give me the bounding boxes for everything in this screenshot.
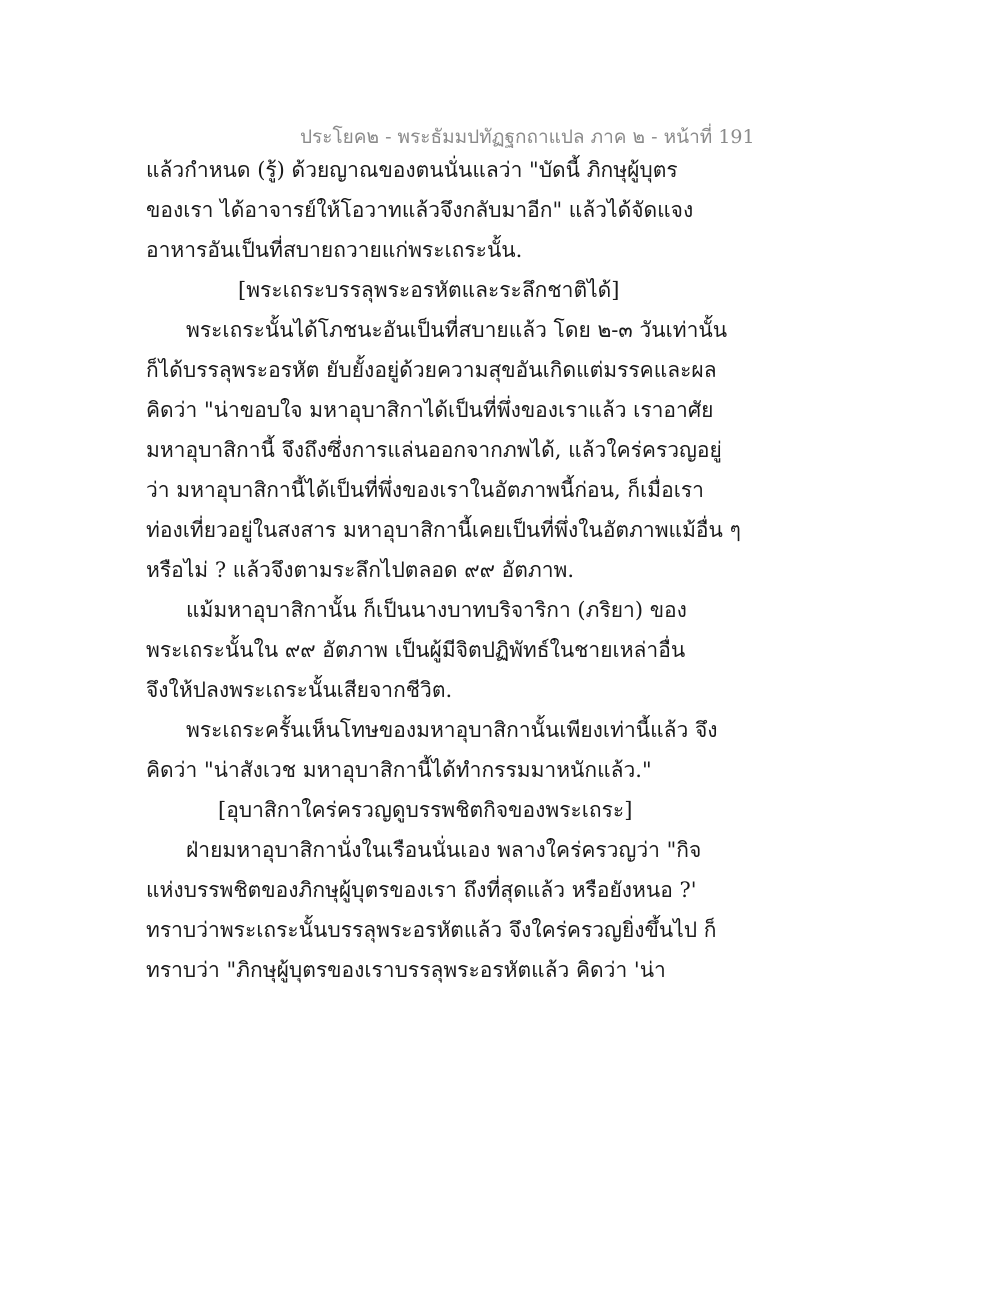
document-body bbox=[146, 150, 741, 990]
text-line: ของเรา ได้อาจารย์ให้โอวาทแล้วจึงกลับมาอีก" แล้วได้จัดแจง bbox=[146, 198, 694, 222]
text-line: ทราบว่า "ภิกษุผู้บุตรของเราบรรลุพระอรหัตแล้ว คิดว่า 'น่า bbox=[146, 958, 666, 982]
text-line: คิดว่า "น่าขอบใจ มหาอุบาสิกาได้เป็นที่พึ่งของเราแล้ว เราอาศัย bbox=[146, 398, 714, 422]
paragraph-start: พระเถระนั้นได้โภชนะอันเป็นที่สบายแล้ว โดย ๒-๓ วันเท่านั้น bbox=[186, 318, 728, 342]
text-line: แล้วกำหนด (รู้) ด้วยญาณของตนนั่นแลว่า "บัดนี้ ภิกษุผู้บุตร bbox=[146, 158, 678, 182]
paragraph-start: พระเถระครั้นเห็นโทษของมหาอุบาสิกานั้นเพียงเท่านี้แล้ว จึง bbox=[186, 718, 718, 742]
paragraph-start: ฝ่ายมหาอุบาสิกานั่งในเรือนนั่นเอง พลางใคร่ครวญว่า "กิจ bbox=[186, 838, 702, 862]
text-line: พระเถระนั้นใน ๙๙ อัตภาพ เป็นผู้มีจิตปฏิพัทธ์ในชายเหล่าอื่น bbox=[146, 638, 686, 662]
text-line: คิดว่า "น่าสังเวช มหาอุบาสิกานี้ได้ทำกรรมมาหนักแล้ว." bbox=[146, 758, 652, 782]
section-heading: [พระเถระบรรลุพระอรหัตและระลึกชาติได้] bbox=[238, 278, 620, 302]
text-line: จึงให้ปลงพระเถระนั้นเสียจากชีวิต. bbox=[146, 678, 453, 702]
page-header: ประโยค๒ - พระธัมมปทัฏฐกถาแปล ภาค ๒ - หน้าที่ 191 bbox=[300, 126, 755, 148]
text-line: อาหารอันเป็นที่สบายถวายแก่พระเถระนั้น. bbox=[146, 238, 523, 262]
text-line: หรือไม่ ? แล้วจึงตามระลึกไปตลอด ๙๙ อัตภาพ. bbox=[146, 558, 575, 582]
text-line: ทราบว่าพระเถระนั้นบรรลุพระอรหัตแล้ว จึงใคร่ครวญยิ่งขึ้นไป ก็ bbox=[146, 918, 717, 942]
text-line: แห่งบรรพชิตของภิกษุผู้บุตรของเรา ถึงที่สุดแล้ว หรือยังหนอ ?' bbox=[146, 878, 697, 902]
paragraph-start: แม้มหาอุบาสิกานั้น ก็เป็นนางบาทบริจาริกา (ภริยา) ของ bbox=[186, 598, 687, 622]
text-line: ว่า มหาอุบาสิกานี้ได้เป็นที่พึ่งของเราในอัตภาพนี้ก่อน, ก็เมื่อเรา bbox=[146, 478, 704, 502]
section-heading: [อุบาสิกาใคร่ครวญดูบรรพชิตกิจของพระเถระ] bbox=[218, 798, 633, 822]
text-line: มหาอุบาสิกานี้ จึงถึงซึ่งการแล่นออกจากภพได้, แล้วใคร่ครวญอยู่ bbox=[146, 438, 722, 462]
text-line: ท่องเที่ยวอยู่ในสงสาร มหาอุบาสิกานี้เคยเป็นที่พึ่งในอัตภาพแม้อื่น ๆ bbox=[146, 518, 741, 542]
text-line: ก็ได้บรรลุพระอรหัต ยับยั้งอยู่ด้วยความสุขอันเกิดแต่มรรคและผล bbox=[146, 358, 717, 382]
